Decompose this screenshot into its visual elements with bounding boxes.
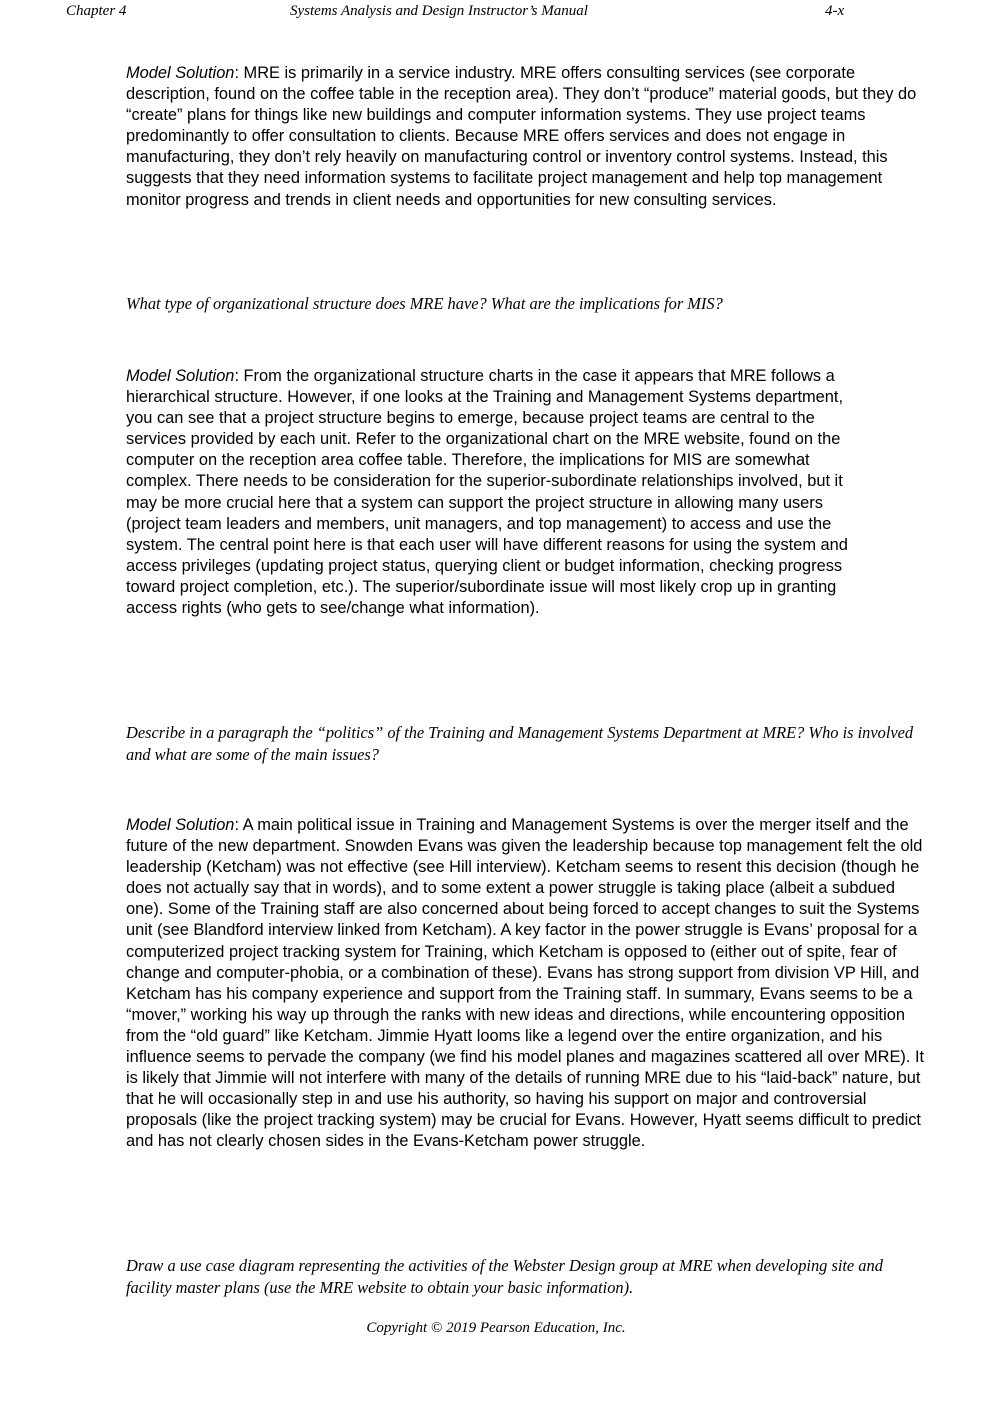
- header-chapter: Chapter 4: [66, 3, 127, 19]
- model-solution-text: : From the organizational structure charts in the case it appears that MRE follows a hierarchical structure. However, if one looks at the Training and Management Systems department, you can see that a project structure begins to emerge, because project teams are central to the services provided by each unit. Refer to the organizational chart on the MRE website, found on the computer on the reception area coffee table. Therefore, the implications for MIS are somewhat complex. There needs to be consideration for the superior-subordinate relationships involved, but it may be more crucial here that a system can support the project structure in allowing many users (project team leaders and members, unit managers, and top management) to access and use the system. The central point here is that each user will have different reasons for using the system and access privileges (updating project status, querying client or budget information, checking progress toward project completion, etc.). The superior/subordinate issue will most likely crop up in granting access rights (who gets to see/change what information).: [126, 367, 848, 618]
- model-solution-paragraph: [126, 815, 926, 1153]
- model-solution-2: [126, 366, 866, 619]
- question-text: Describe in a paragraph the “politics” of the Training and Management Systems Department at MRE? Who is involved and what are some of the main issues?: [126, 723, 914, 764]
- model-solution-paragraph: [126, 366, 866, 619]
- question-politics: [126, 722, 926, 765]
- model-solution-text: : A main political issue in Training and Management Systems is over the merger itself and the future of the new department. Snowden Evans was given the leadership because top management felt the old leadership (Ketcham) was not effective (see Hill interview). Ketcham seems to resent this decision (though he does not actually say that in words), and to some extent a power struggle is taking place (albeit a subdued one). Some of the Training staff are also concerned about being forced to accept changes to suit the Systems unit (see Blandford interview linked from Ketcham). A key factor in the power struggle is Evans’ proposal for a computerized project tracking system for Training, which Ketcham is opposed to (either out of spite, fear of change and computer-phobia, or a combination of these). Evans has strong support from division VP Hill, and Ketcham has his company experience and support from the Training staff. In summary, Evans seems to be a “mover,” working his way up through the ranks with new ideas and directions, while encountering opposition from the “old guard” like Ketcham. Jimmie Hyatt looms like a legend over the entire organization, and his influence seems to pervade the company (we find his model planes and magazines scattered all over MRE). It is likely that Jimmie will not interfere with many of the details of running MRE due to his “laid-back” nature, but that he will occasionally step in and use his authority, so having his support on major and controversial proposals (like the project tracking system) may be crucial for Evans. However, Hyatt seems difficult to predict and has not clearly chosen sides in the Evans-Ketcham power struggle.: [126, 816, 925, 1151]
- page-footer: [0, 1320, 992, 1337]
- model-solution-lead: Model Solution: [126, 367, 235, 385]
- model-solution-3: [126, 815, 926, 1153]
- question-text: Draw a use case diagram representing the activities of the Webster Design group at MRE when developing site and facility master plans (use the MRE website to obtain your basic information).: [126, 1256, 883, 1297]
- model-solution-lead: Model Solution: [126, 64, 235, 82]
- header-page-number: 4-x: [825, 3, 845, 19]
- copyright-notice: Copyright © 2019 Pearson Education, Inc.: [366, 1320, 626, 1336]
- model-solution-text: : MRE is primarily in a service industry. MRE offers consulting services (see corporate description, found on the coffee table in the reception area). They don’t “produce” material goods, but they do “create” plans for things like new buildings and computer information systems. They use project teams predominantly to offer consultation to clients. Because MRE offers services and does not engage in manufacturing, they don’t rely heavily on manufacturing control or inventory control systems. Instead, this suggests that they need information systems to facilitate project management and help top management monitor progress and trends in client needs and opportunities for new consulting services.: [126, 64, 917, 209]
- question-use-case-diagram: [126, 1255, 926, 1298]
- model-solution-lead: Model Solution: [126, 816, 235, 834]
- model-solution-1: [126, 63, 926, 211]
- model-solution-paragraph: [126, 63, 926, 211]
- header-title: Systems Analysis and Design Instructor’s Manual: [290, 3, 588, 19]
- page-header: [0, 0, 992, 22]
- question-text: What type of organizational structure does MRE have? What are the implications for MIS?: [126, 294, 723, 313]
- question-organizational-structure: [126, 293, 926, 315]
